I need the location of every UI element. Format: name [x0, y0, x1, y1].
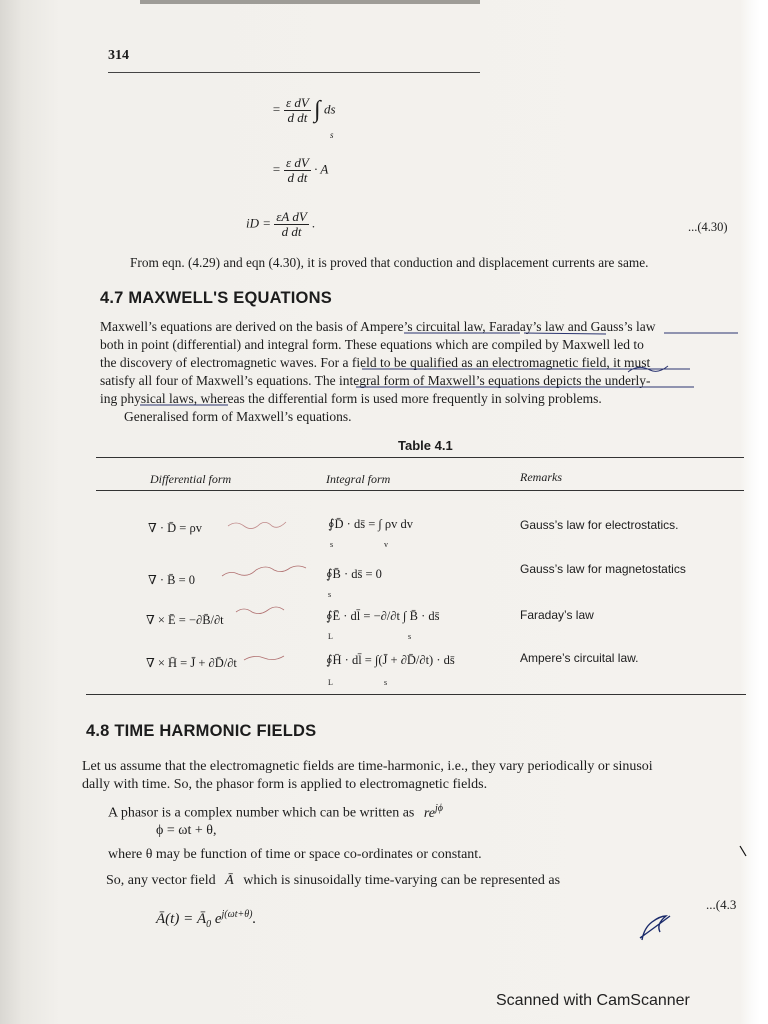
row-4-remark: Ampere’s circuital law. [520, 651, 639, 665]
vector-symbol: Ā [225, 873, 234, 888]
pen-underline-annotations [0, 0, 768, 420]
table-caption: Table 4.1 [398, 438, 453, 453]
row-3-remark: Faraday’s law [520, 608, 594, 622]
generalised-form-line: Generalised form of Maxwell’s equations. [124, 409, 352, 424]
camscanner-watermark: Scanned with CamScanner [496, 992, 690, 1009]
table-bottom-rule [86, 694, 746, 695]
phi-definition: ϕ = ωt + θ, [156, 823, 217, 838]
phasor-definition [108, 800, 443, 823]
equation-1-denominator: d dt [287, 110, 308, 125]
vector-eq-exponent: j(ωt+θ) [221, 909, 253, 920]
equation-1-subscript: s [330, 130, 334, 140]
equation-2-numerator: ε dV [286, 155, 309, 170]
maxwell-line-2: both in point (differential) and integral form. These equations which are compiled by Maxwell led to [100, 337, 644, 352]
maxwell-line-4: satisfy all four of Maxwell’s equations. The integral form of Maxwell’s equations depicts the underly- [100, 373, 651, 388]
vector-line-end: which is sinusoidally time-varying can be represented as [243, 873, 561, 888]
section-4-7-heading: 4.7 MAXWELL'S EQUATIONS [100, 289, 332, 307]
equation-4-30-reference: ...(4.30) [688, 220, 728, 234]
row-2-integral: ∮B̄ · ds̄ = 0 [326, 567, 382, 581]
row-2-remark: Gauss’s law for magnetostatics [520, 562, 686, 576]
equation-1-equals: = [272, 101, 281, 117]
row-2-integral-subscript: s [328, 590, 332, 599]
vector-eq-period: . [252, 911, 257, 927]
row-3-integral-subscript-b: s [408, 632, 412, 641]
integral-sign: ∫ [314, 97, 321, 123]
row-3-differential: ∇ × Ē = −∂B̄/∂t [146, 613, 224, 627]
maxwell-line-5: ing physical laws, whereas the differential form is used more frequently in solving problems. [100, 391, 602, 406]
page-number: 314 [108, 48, 129, 63]
row-2-differential: ∇ · B̄ = 0 [148, 573, 196, 587]
equation-1-numerator: ε dV [286, 95, 309, 110]
row-3-integral-subscript-a: L [328, 632, 333, 641]
time-harmonic-paragraph [82, 758, 762, 794]
pencil-margin-notes [0, 500, 768, 680]
harmonic-line-2: dally with time. So, the phasor form is applied to electromagnetic fields. [82, 777, 488, 792]
header-differential-form: Differential form [150, 472, 232, 486]
table-top-rule [96, 457, 744, 458]
equation-1-ds: ds [323, 101, 336, 117]
equation-4-30-period: . [312, 215, 316, 231]
vector-line-start: So, any vector field [106, 873, 216, 888]
table-header-rule [96, 490, 744, 491]
vector-eq-lhs: Ā(t) = Ā [156, 911, 207, 927]
equation-4-30-denominator: d dt [281, 224, 302, 239]
equation-2-equals: = [272, 161, 281, 177]
phasor-line-text: A phasor is a complex number which can be written as [108, 805, 415, 821]
section-4-8-heading: 4.8 TIME HARMONIC FIELDS [86, 722, 317, 740]
row-3-integral: ∮Ē · dl̄ = −∂/∂t ∫ B̄ · ds̄ [326, 609, 440, 623]
vector-field-line [106, 872, 560, 890]
maxwell-line-3: the discovery of electromagnetic waves. For a field to be qualified as an electromagnetic field, it must [100, 355, 651, 370]
harmonic-line-1: Let us assume that the electromagnetic fields are time-harmonic, i.e., they vary periodically or sinusoi [82, 759, 653, 774]
phasor-exponent: jϕ [435, 803, 443, 814]
vector-phasor-equation [156, 906, 256, 934]
vector-eq-exponential: e [211, 911, 222, 927]
phasor-expression: re [423, 805, 436, 821]
row-4-differential: ∇ × H̄ = J̄ + ∂D̄/∂t [146, 656, 237, 670]
where-line: where θ may be function of time or space co-ordinates or constant. [108, 847, 482, 862]
equation-2-area: · A [314, 161, 329, 177]
maxwell-line-1: Maxwell’s equations are derived on the basis of Ampere’s circuital law, Faraday’s law and Gauss’s law [100, 319, 656, 334]
row-1-integral-subscript-b: v [384, 540, 388, 549]
header-integral-form: Integral form [326, 472, 391, 486]
row-1-integral: ∮D̄ · ds̄ = ∫ ρv dv [328, 517, 414, 531]
equation-2-denominator: d dt [287, 170, 308, 185]
displacement-current-lhs: iD = [246, 215, 272, 231]
row-1-remark: Gauss’s law for electrostatics. [520, 518, 679, 532]
row-4-integral-subscript-b: s [384, 678, 388, 687]
row-4-integral-subscript-a: L [328, 678, 333, 687]
row-1-differential: ∇ · D̄ = ρv [148, 521, 202, 535]
header-remarks: Remarks [520, 470, 562, 484]
equation-4-31-reference: ...(4.3 [706, 897, 737, 912]
pen-mark-annotations [620, 830, 760, 950]
row-4-integral: ∮H̄ · dl̄ = ∫(J̄ + ∂D̄/∂t) · ds̄ [326, 653, 455, 667]
vector-eq-subscript: 0 [206, 919, 212, 930]
conclusion-sentence: From eqn. (4.29) and eqn (4.30), it is proved that conduction and displacement currents are same. [130, 255, 649, 270]
row-1-integral-subscript-a: s [330, 540, 334, 549]
equation-4-30-numerator: εA dV [276, 209, 307, 224]
